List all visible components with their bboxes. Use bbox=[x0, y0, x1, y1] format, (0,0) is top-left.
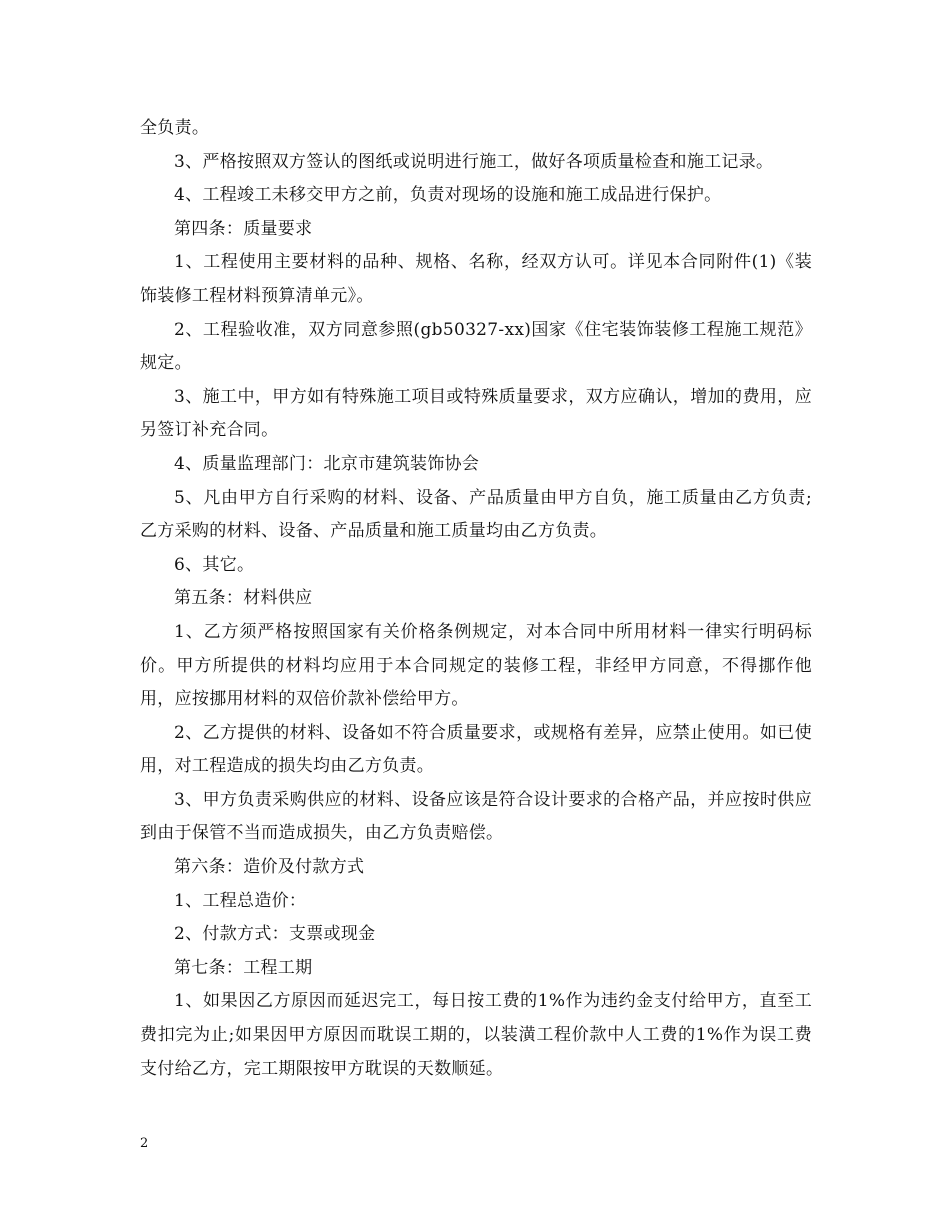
paragraph: 4、质量监理部门：北京市建筑装饰协会 bbox=[174, 453, 480, 474]
paragraph: 1、乙方须严格按照国家有关价格条例规定，对本合同中所用材料一律实行明码标价。甲方所提供的材料均应用于本合同规定的装修工程，非经甲方同意，不得挪作他用，应按挪用材料的双倍价款补偿给甲方。 bbox=[140, 621, 812, 710]
paragraph: 3、甲方负责采购供应的材料、设备应该是符合设计要求的合格产品，并应按时供应到由于保管不当而造成损失，由乙方负责赔偿。 bbox=[140, 789, 812, 844]
paragraph: 1、工程总造价： bbox=[174, 890, 307, 911]
page-number: 2 bbox=[140, 1136, 149, 1151]
paragraph: 2、工程验收准，双方同意参照(gb50327-xx)国家《住宅装饰装修工程施工规范》规定。 bbox=[140, 319, 812, 374]
paragraph: 1、工程使用主要材料的品种、规格、名称，经双方认可。详见本合同附件(1)《装饰装修工程材料预算清单元》。 bbox=[140, 252, 812, 306]
paragraph: 1、如果因乙方原因而延迟完工，每日按工费的1%作为违约金支付给甲方，直至工费扣完为止;如果因甲方原因而耽误工期的，以装潢工程价款中人工费的1%作为误工费支付给乙方，完工期限按甲方耽误的天数顺延。 bbox=[140, 991, 812, 1079]
paragraph: 2、付款方式：支票或现金 bbox=[174, 924, 376, 945]
paragraph: 4、工程竣工未移交甲方之前，负责对现场的设施和施工成品进行保护。 bbox=[174, 185, 722, 206]
paragraph: 5、凡由甲方自行采购的材料、设备、产品质量由甲方自负，施工质量由乙方负责;乙方采购的材料、设备、产品质量和施工质量均由乙方负责。 bbox=[140, 487, 812, 542]
paragraph: 第五条：材料供应 bbox=[174, 588, 313, 609]
paragraph: 全负责。 bbox=[140, 118, 210, 138]
paragraph: 3、施工中，甲方如有特殊施工项目或特殊质量要求，双方应确认，增加的费用，应另签订补充合同。 bbox=[140, 386, 812, 441]
paragraph: 第四条：质量要求 bbox=[174, 218, 313, 239]
paragraph: 6、其它。 bbox=[174, 554, 255, 575]
paragraph: 3、严格按照双方签认的图纸或说明进行施工，做好各项质量检查和施工记录。 bbox=[174, 151, 774, 172]
paragraph: 2、乙方提供的材料、设备如不符合质量要求，或规格有差异，应禁止使用。如已使用，对工程造成的损失均由乙方负责。 bbox=[140, 722, 812, 777]
paragraph: 第六条：造价及付款方式 bbox=[174, 857, 365, 878]
paragraph: 第七条：工程工期 bbox=[174, 957, 313, 978]
document-body bbox=[140, 112, 812, 1086]
